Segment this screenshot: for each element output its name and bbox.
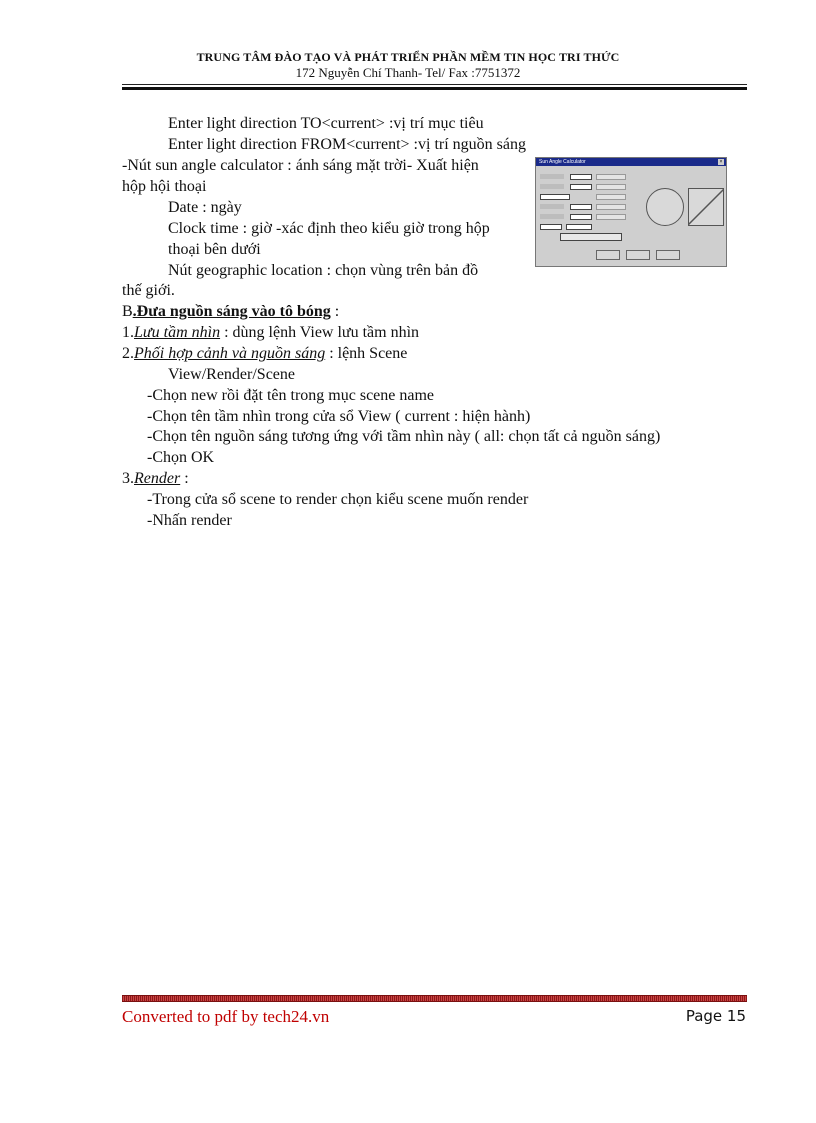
step-3 bbox=[122, 469, 189, 489]
dialog-titlebar bbox=[536, 158, 726, 166]
text-line: -Nhấn render bbox=[147, 512, 232, 529]
step-number: 3. bbox=[122, 470, 134, 487]
text-line: Enter light direction TO<current> :vị trí mục tiêu bbox=[168, 115, 484, 132]
step-1 bbox=[122, 323, 419, 343]
step-number: 2. bbox=[122, 345, 134, 362]
section-b-prefix: B bbox=[122, 303, 133, 320]
sun-angle-dialog-image bbox=[535, 157, 727, 267]
step-text: : dùng lệnh View lưu tầm nhìn bbox=[220, 324, 420, 341]
section-b-title: .Đưa nguồn sáng vào tô bóng bbox=[132, 303, 331, 320]
text-line: -Trong cửa sổ scene to render chọn kiểu scene muốn render bbox=[147, 491, 529, 508]
header-title: TRUNG TÂM ĐÀO TẠO VÀ PHÁT TRIỂN PHẦN MỀM TIN HỌC TRI THỨC bbox=[196, 50, 620, 64]
dialog-button bbox=[626, 250, 650, 260]
dialog-row bbox=[540, 224, 635, 230]
text-line: thế giới. bbox=[122, 282, 175, 299]
step-2 bbox=[122, 344, 407, 364]
text-line: Enter light direction FROM<current> :vị trí nguồn sáng bbox=[168, 136, 526, 153]
dialog-row bbox=[540, 214, 635, 220]
text-line: thoại bên dưới bbox=[168, 241, 261, 258]
footer-rule bbox=[122, 995, 747, 1002]
dialog-location-bar bbox=[560, 233, 622, 241]
dialog-row bbox=[540, 174, 635, 180]
text-line: -Chọn OK bbox=[147, 449, 215, 466]
step-title: Phối hợp cảnh và nguồn sáng bbox=[134, 345, 326, 362]
close-icon: × bbox=[719, 159, 723, 165]
footer-credit: Converted to pdf by tech24.vn bbox=[122, 1007, 330, 1026]
text-line: Nút geographic location : chọn vùng trên bản đồ bbox=[168, 262, 479, 279]
dialog-button bbox=[656, 250, 680, 260]
text-line: hộp hội thoại bbox=[122, 178, 207, 195]
header-subtitle: 172 Nguyễn Chí Thanh- Tel/ Fax :7751372 bbox=[295, 65, 521, 80]
step-number: 1. bbox=[122, 324, 134, 341]
text-line: -Chọn tên nguồn sáng tương ứng với tầm nhìn này ( all: chọn tất cả nguồn sáng) bbox=[147, 428, 661, 445]
dialog-title: Sun Angle Calculator bbox=[539, 159, 586, 165]
text-line: Clock time : giờ -xác định theo kiểu giờ trong hộp bbox=[168, 220, 490, 237]
text-line: View/Render/Scene bbox=[168, 366, 295, 383]
section-b-suffix: : bbox=[330, 303, 340, 320]
step-text: : lệnh Scene bbox=[325, 345, 408, 362]
section-b-heading bbox=[122, 302, 339, 322]
dialog-button bbox=[596, 250, 620, 260]
text-line: Date : ngày bbox=[168, 199, 242, 216]
step-title: Render bbox=[134, 470, 181, 487]
globe-icon bbox=[646, 188, 684, 226]
text-line: -Chọn tên tầm nhìn trong cửa sổ View ( current : hiện hành) bbox=[147, 408, 531, 425]
step-title: Lưu tầm nhìn bbox=[134, 324, 221, 341]
angle-diagram-icon bbox=[688, 188, 724, 226]
dialog-row bbox=[540, 194, 635, 200]
text-line: -Chọn new rồi đặt tên trong mục scene name bbox=[147, 387, 435, 404]
step-text: : bbox=[180, 470, 189, 487]
page-number: Page 15 bbox=[685, 1007, 746, 1025]
header-rule bbox=[122, 84, 747, 90]
dialog-row bbox=[540, 184, 635, 190]
text-line: -Nút sun angle calculator : ánh sáng mặt trời- Xuất hiện bbox=[122, 157, 479, 174]
dialog-row bbox=[540, 204, 635, 210]
